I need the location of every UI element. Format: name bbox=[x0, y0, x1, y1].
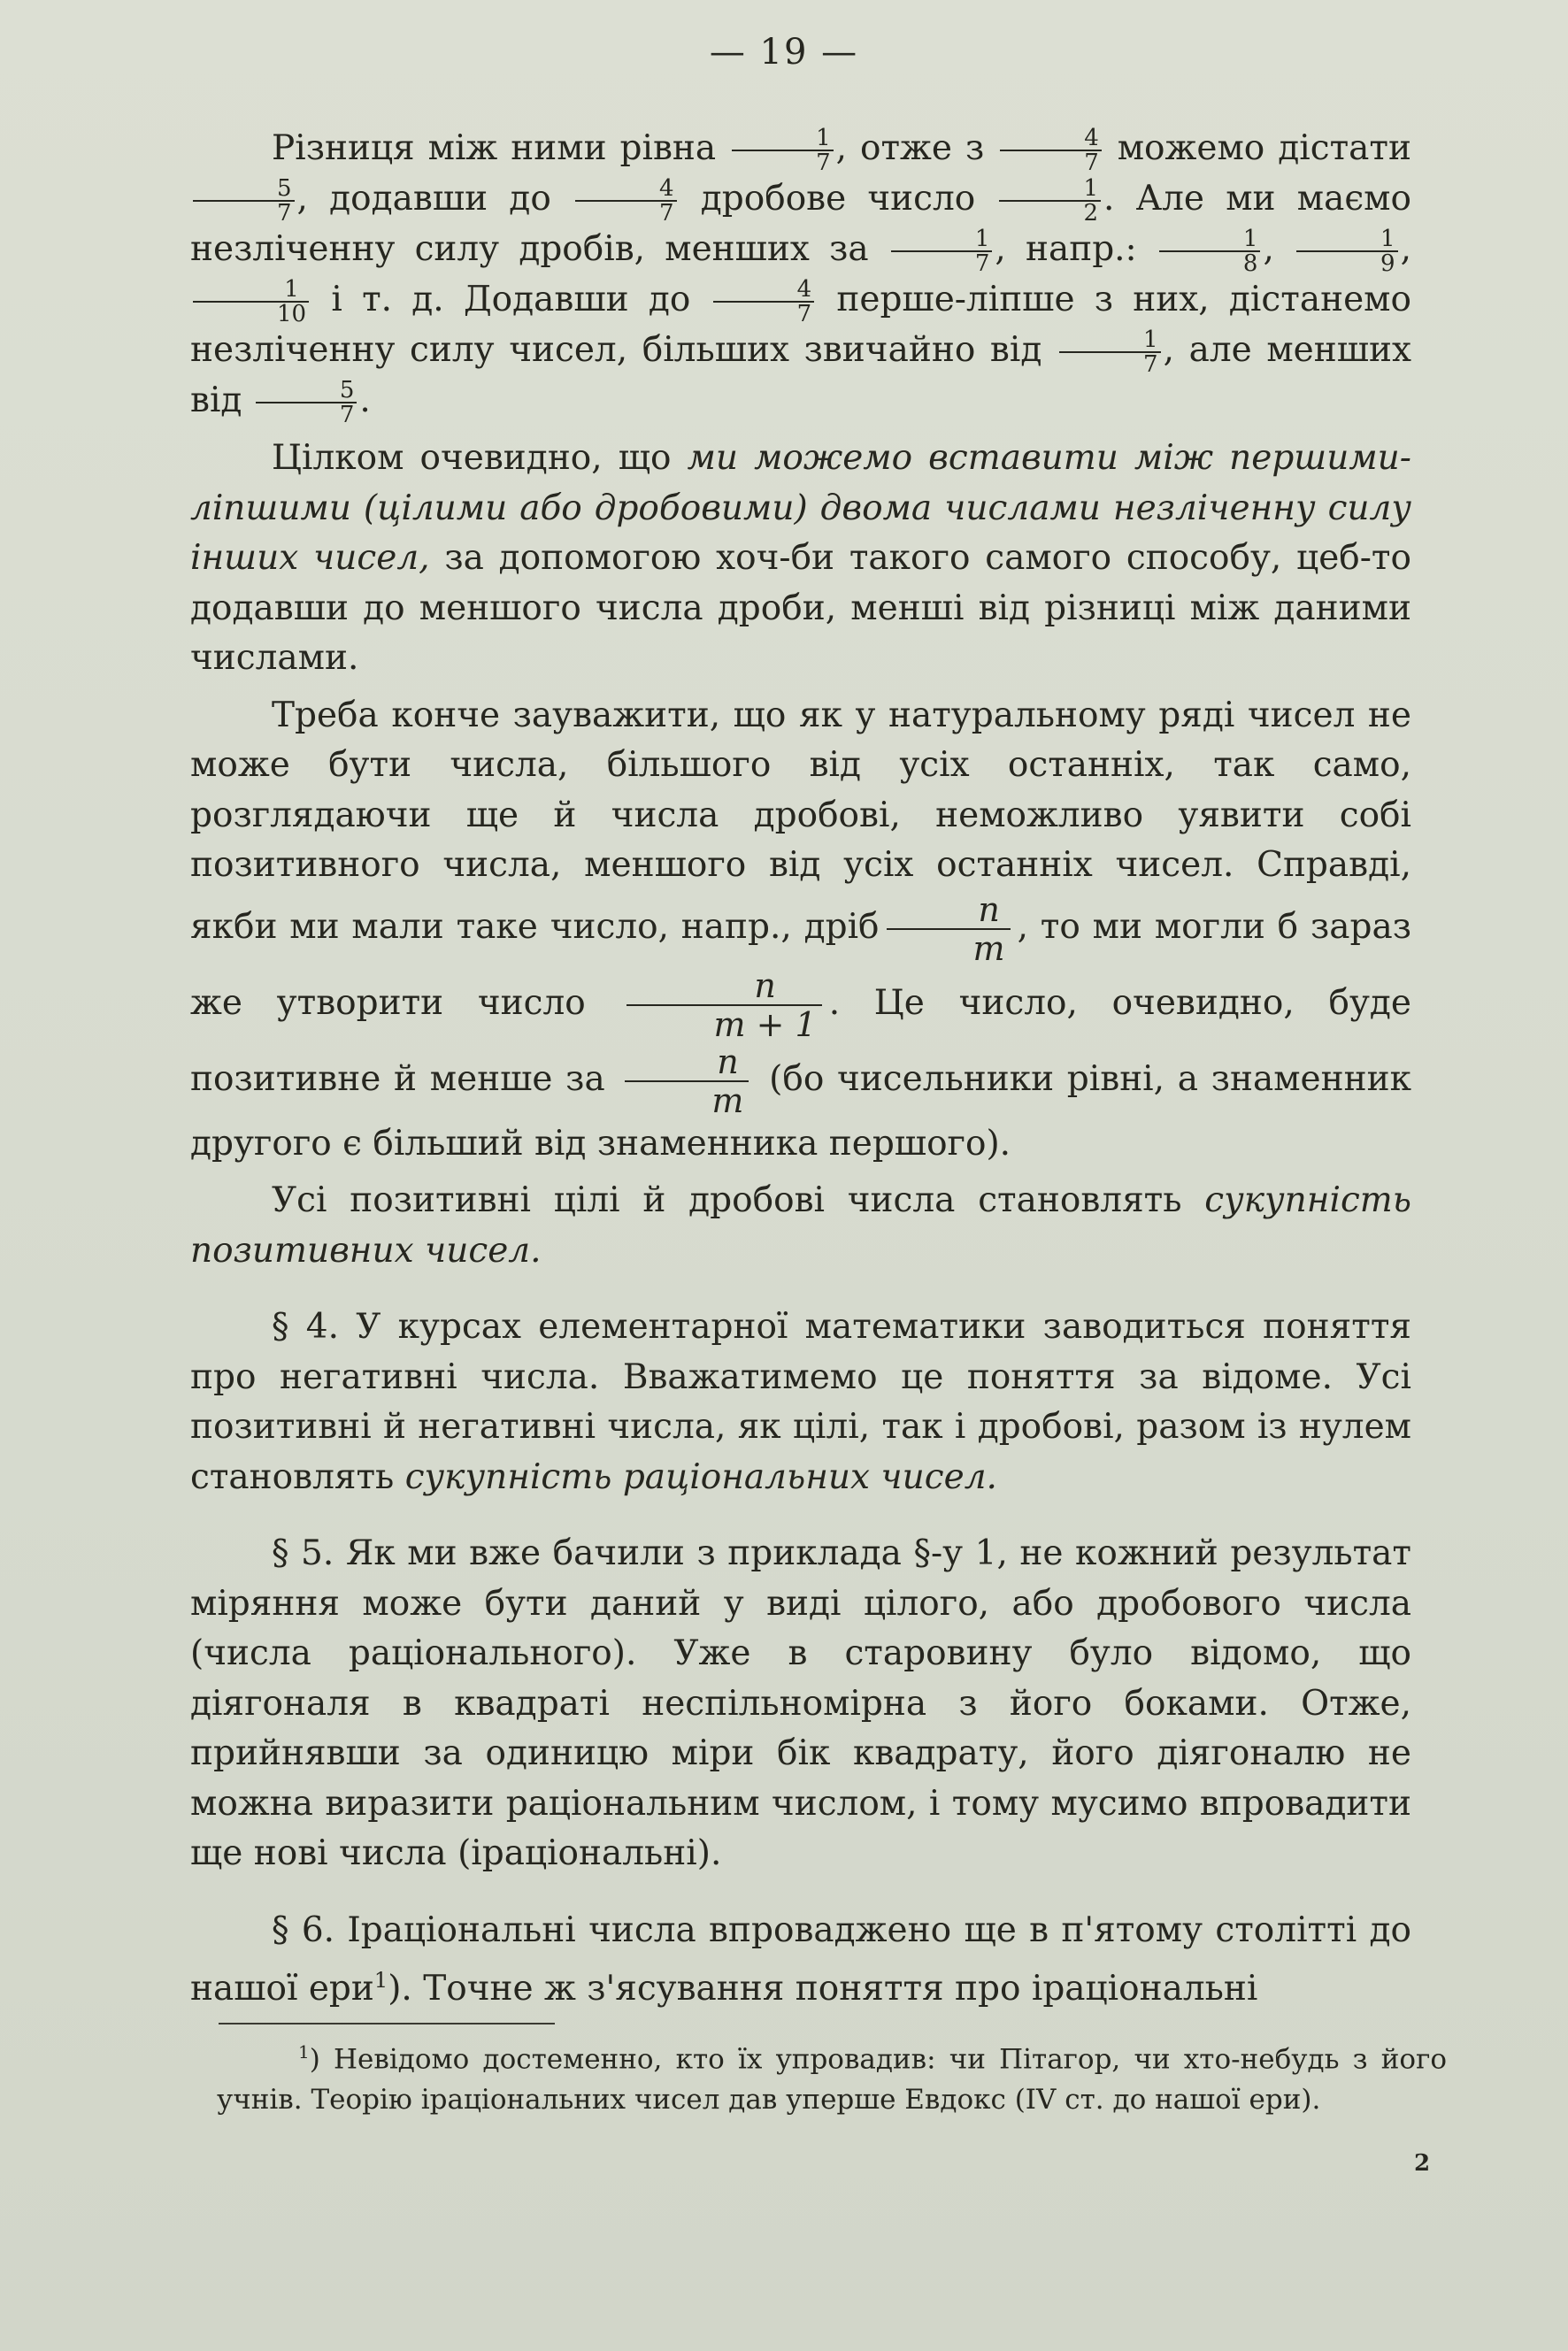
fraction: $\frac{4}{7}$ bbox=[1000, 127, 1102, 174]
fraction: $\frac{4}{7}$ bbox=[713, 278, 815, 326]
footnote-ref: 1 bbox=[373, 1968, 388, 1993]
fraction: $\frac{5}{7}$ bbox=[193, 177, 295, 225]
paragraph-2: Цілком очевидно, що ми можемо вставити між першими-ліпшими (цілими або дробовими) двома числами незліченну силу інших чисел, за допомогою хоч-би такого самого способу, цеб-то додавши до меншого числа дроби, менші від різниці між даними числами. bbox=[190, 438, 1411, 678]
fraction: $\frac{5}{7}$ bbox=[256, 379, 357, 426]
fraction: $\frac{1}{8}$ bbox=[1159, 227, 1261, 275]
fraction: $\frac{1}{10}$ bbox=[193, 278, 309, 326]
fraction: $\frac{1}{7}$ bbox=[732, 127, 834, 174]
section-6: § 6. Іраціональні числа впроваджено ще в п'ятому столітті до нашої ери$^1$). Точне ж з'ясування поняття про іраціональні bbox=[190, 1909, 1411, 2009]
footnote-divider bbox=[219, 2023, 555, 2024]
emphasis-text: сукупність раціональних чисел. bbox=[404, 1456, 997, 1497]
page-number: — 19 — bbox=[709, 32, 859, 73]
paragraph-1: Різниця між ними рівна $\frac{1}{7}$ , отже з $\frac{4}{7}$ можемо дістати $\frac{5}{7}$ , додавши до $\frac{4}{7}$ дробове число $\frac{1}{2}$ . Але ми маємо незліченну силу дробів, менших за $\frac{1}{7}$ , напр.: $\frac{1}{8}$ , $\frac{1}{9}$ , $\frac{1}{10}$ і т. д. Додавши до $\frac{4}{7}$ перше-ліпше з них, дістанемо незліченну силу чисел, більших звичайно від $\frac{1}{7}$ , але менших від $\frac{5}{7}$ . bbox=[190, 125, 1411, 428]
fraction: $\frac{4}{7}$ bbox=[575, 177, 677, 225]
emphasis-text: сукупність позитивних чисел. bbox=[190, 1180, 1411, 1271]
fraction: $\frac{1}{2}$ bbox=[999, 177, 1101, 225]
section-5: § 5. Як ми вже бачили з приклада §-у 1, не кожний результат міряння може бути даний у виді цілого, або дробового числа (числа раціонального). Уже в старовину було відомо, що діягоналя в квадраті неспільномірна з його боками. Отже, прийнявши за одиницю міри бік квадрату, його діягоналю не можна виразити раціональним числом, і тому мусимо впровадити ще нові числа (іраціональні). bbox=[190, 1533, 1411, 1873]
fraction: $\frac{1}{7}$ bbox=[1059, 328, 1161, 376]
fraction-n-over-m: $\frac{n}{m}$ bbox=[887, 891, 1011, 967]
section-4: § 4. У курсах елементарної математики заводиться поняття про негативні числа. Вважатимемо це поняття за відоме. Усі позитивні й негативні числа, як цілі, так і дробові, разом із нулем становлять сукупність раціональних чисел. bbox=[190, 1307, 1411, 1497]
signature-mark: 2 bbox=[1414, 2150, 1431, 2177]
paragraph-4: Усі позитивні цілі й дробові числа становлять сукупність позитивних чисел. bbox=[190, 1180, 1411, 1271]
main-text bbox=[190, 124, 1411, 2015]
footnote-marker: 1 bbox=[298, 2041, 310, 2063]
footnote: $^1$) Невідомо достеменно, кто їх упровадив: чи Пітагор, чи хто-небудь з його учнів. Теорію іраціональних чисел дав уперше Евдокс (IV ст. до нашої ери). bbox=[217, 2041, 1447, 2117]
paragraph-3: Треба конче зауважити, що як у натуральному ряді чисел не може бути числа, більшого від усіх останніх, так само, розглядаючи ще й числа дробові, неможливо уявити собі позитивного числа, меншого від усіх останніх чисел. Справді, якби ми мали таке число, напр., дріб $\frac{n}{m}$ , то ми могли б зараз же утворити число $\frac{n}{m + 1}$ . Це число, очевидно, буде позитивне й менше за $\frac{n}{m}$ (бо чисельники рівні, а знаменник другого є більший від знаменника першого). bbox=[190, 695, 1411, 1164]
fraction: $\frac{1}{9}$ bbox=[1296, 227, 1398, 275]
emphasis-text: ми можемо вставити між першими-ліпшими (цілими або дробовими) двома числами незліченну силу інших чисел, bbox=[190, 438, 1411, 578]
fraction: $\frac{1}{7}$ bbox=[891, 227, 993, 275]
fraction-n-over-m-plus-1: $\frac{n}{m + 1}$ bbox=[626, 967, 821, 1043]
fraction-n-over-m: $\frac{n}{m}$ bbox=[625, 1043, 749, 1119]
